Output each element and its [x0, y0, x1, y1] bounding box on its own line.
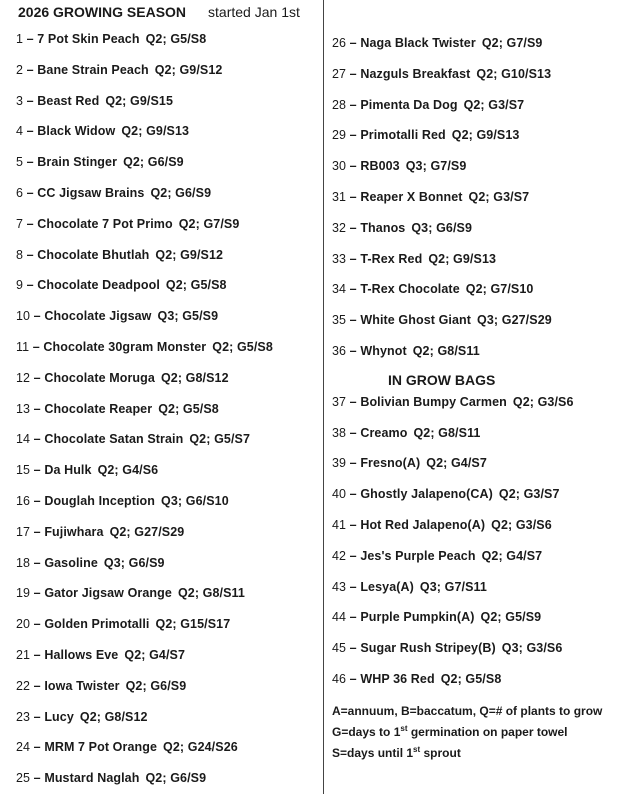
- dash-separator: –: [30, 709, 45, 724]
- pepper-name: Chocolate Bhutlah: [37, 247, 150, 262]
- pepper-name: 7 Pot Skin Peach: [37, 32, 140, 46]
- dash-separator: –: [29, 339, 44, 354]
- dash-separator: –: [23, 93, 38, 108]
- pepper-name: Sugar Rush Stripey(B): [360, 641, 496, 656]
- item-number: 35: [332, 313, 347, 328]
- pepper-name: White Ghost Giant: [360, 313, 472, 328]
- dash-separator: –: [346, 343, 361, 358]
- pepper-specs: Q2; G15/S17: [155, 617, 231, 632]
- pepper-name: Chocolate Reaper: [44, 401, 153, 416]
- pepper-specs: Q2; G5/S8: [440, 671, 502, 686]
- dash-separator: –: [23, 247, 38, 262]
- item-number: 10: [16, 309, 31, 324]
- item-number: 6: [16, 185, 24, 200]
- item-number: 43: [332, 579, 347, 594]
- list-item: [16, 738, 273, 769]
- pepper-specs: Q3; G7/S11: [419, 579, 487, 594]
- list-item: [332, 485, 602, 516]
- pepper-name: Fresno(A): [360, 456, 421, 471]
- list-item: [332, 424, 602, 455]
- pepper-specs: Q2; G5/S8: [165, 278, 227, 293]
- legend-line-2: [332, 720, 602, 741]
- item-number: 44: [332, 610, 347, 625]
- pepper-specs: Q2; G5/S8: [145, 32, 207, 46]
- title-text: 2026 GROWING SEASON: [18, 4, 187, 20]
- dash-separator: –: [30, 432, 45, 447]
- legend-line-2-sup: st: [400, 723, 408, 733]
- dash-separator: –: [346, 36, 361, 50]
- dash-separator: –: [346, 97, 361, 112]
- pepper-name: Da Hulk: [44, 463, 92, 478]
- pepper-specs: Q3; G6/S9: [103, 555, 165, 570]
- item-number: 24: [16, 740, 31, 755]
- item-number: 32: [332, 220, 347, 235]
- list-item: [332, 219, 602, 250]
- dash-separator: –: [23, 216, 38, 231]
- dash-separator: –: [30, 617, 45, 632]
- dash-separator: –: [346, 517, 361, 532]
- dash-separator: –: [346, 641, 361, 656]
- dash-separator: –: [346, 282, 361, 297]
- item-number: 37: [332, 394, 347, 409]
- pepper-name: Lesya(A): [360, 579, 414, 594]
- item-number: 34: [332, 282, 347, 297]
- list-item: [16, 584, 273, 615]
- pepper-specs: Q2; G9/S13: [428, 251, 497, 266]
- dash-separator: –: [23, 278, 38, 293]
- list-item: [16, 677, 273, 708]
- item-number: 11: [16, 339, 30, 354]
- item-number: 19: [16, 586, 31, 601]
- pepper-name: Reaper X Bonnet: [360, 189, 463, 204]
- pepper-name: RB003: [360, 159, 400, 174]
- pepper-name: Douglah Inception: [44, 493, 156, 508]
- list-item: [16, 646, 273, 677]
- dash-separator: –: [346, 610, 361, 625]
- item-number: 45: [332, 641, 347, 656]
- pepper-name: Pimenta Da Dog: [360, 97, 458, 112]
- list-item: [16, 769, 273, 800]
- legend-line-1: A=annuum, B=baccatum, Q=# of plants to grow: [332, 703, 603, 718]
- list-item: [16, 215, 273, 246]
- item-number: 4: [16, 124, 24, 139]
- pepper-specs: Q2; G3/S7: [468, 189, 530, 204]
- item-number: 23: [16, 709, 31, 724]
- column-divider: [323, 0, 324, 794]
- list-item: [16, 30, 273, 61]
- pepper-name: MRM 7 Pot Orange: [44, 740, 158, 755]
- dash-separator: –: [346, 579, 361, 594]
- pepper-name: Gator Jigsaw Orange: [44, 586, 172, 601]
- item-number: 38: [332, 425, 347, 440]
- legend-line-3-sup: st: [413, 744, 421, 754]
- dash-separator: –: [346, 220, 361, 235]
- dash-separator: –: [346, 456, 361, 471]
- pepper-name: Lucy: [44, 709, 74, 724]
- list-item: [332, 547, 602, 578]
- list-item: [16, 338, 273, 369]
- list-item: [16, 708, 273, 739]
- legend-line-3: [332, 741, 602, 762]
- list-item: [332, 516, 602, 547]
- dash-separator: –: [346, 128, 361, 143]
- pepper-name: Ghostly Jalapeno(CA): [360, 487, 493, 502]
- pepper-name: Chocolate Jigsaw: [44, 309, 152, 324]
- grow-bag-entries: [332, 393, 602, 701]
- list-item: [16, 122, 273, 153]
- list-item: [16, 153, 273, 184]
- pepper-name: Fujiwhara: [44, 524, 104, 539]
- item-number: 39: [332, 456, 347, 471]
- item-number: 14: [16, 432, 31, 447]
- pepper-specs: Q2; G9/S13: [451, 128, 520, 143]
- list-item: [16, 430, 273, 461]
- list-item: [16, 307, 273, 338]
- pepper-specs: Q2; G7/S9: [178, 216, 240, 231]
- item-number: 1: [16, 32, 24, 46]
- item-number: 17: [16, 524, 31, 539]
- item-number: 36: [332, 343, 347, 358]
- item-number: 31: [332, 189, 347, 204]
- list-item: [16, 369, 273, 400]
- item-number: 40: [332, 487, 347, 502]
- pepper-name: Mustard Naglah: [44, 771, 140, 786]
- pepper-name: Beast Red: [37, 93, 100, 108]
- pepper-name: Naga Black Twister: [360, 36, 476, 50]
- list-item: [332, 311, 602, 342]
- pepper-specs: Q2; G5/S8: [212, 339, 273, 354]
- dash-separator: –: [346, 394, 361, 409]
- item-number: 42: [332, 548, 347, 563]
- pepper-specs: Q2; G5/S7: [189, 432, 251, 447]
- list-item: [16, 615, 273, 646]
- pepper-name: Brain Stinger: [37, 155, 118, 170]
- item-number: 33: [332, 251, 347, 266]
- pepper-specs: Q2; G4/S7: [124, 647, 186, 662]
- start-date: started Jan 1st: [208, 4, 300, 20]
- list-item: [16, 400, 273, 431]
- item-number: 27: [332, 66, 347, 81]
- list-item: [332, 608, 602, 639]
- item-number: 22: [16, 678, 31, 693]
- dash-separator: –: [346, 548, 361, 563]
- item-number: 5: [16, 155, 24, 170]
- right-entries: [332, 34, 602, 373]
- pepper-name: Nazguls Breakfast: [360, 66, 471, 81]
- pepper-name: Iowa Twister: [44, 678, 120, 693]
- pepper-specs: Q2; G9/S12: [154, 62, 223, 77]
- list-item: [332, 157, 602, 188]
- pepper-name: CC Jigsaw Brains: [37, 185, 145, 200]
- list-item: [16, 184, 273, 215]
- dash-separator: –: [23, 185, 38, 200]
- list-item: [332, 578, 602, 609]
- left-column: [16, 30, 273, 800]
- list-item: [332, 393, 602, 424]
- pepper-specs: Q2; G6/S9: [145, 771, 207, 786]
- list-item: [332, 250, 602, 281]
- dash-separator: –: [346, 487, 361, 502]
- dash-separator: –: [30, 401, 45, 416]
- list-item: [16, 554, 273, 585]
- legend-line-3-pre: S=days until 1: [332, 745, 414, 760]
- pepper-name: Golden Primotalli: [44, 617, 150, 632]
- legend-line-3-post: sprout: [420, 745, 461, 760]
- pepper-specs: Q2; G27/S29: [109, 524, 185, 539]
- dash-separator: –: [346, 313, 361, 328]
- item-number: 30: [332, 159, 347, 174]
- item-number: 7: [16, 216, 24, 231]
- pepper-name: Hot Red Jalapeno(A): [360, 517, 486, 532]
- item-number: 16: [16, 493, 31, 508]
- pepper-specs: Q2; G5/S9: [480, 610, 542, 625]
- pepper-specs: Q2; G10/S13: [476, 66, 552, 81]
- dash-separator: –: [30, 370, 45, 385]
- dash-separator: –: [346, 671, 361, 686]
- dash-separator: –: [30, 647, 45, 662]
- pepper-specs: Q2; G8/S12: [79, 709, 148, 724]
- pepper-name: Chocolate 30gram Monster: [43, 339, 207, 354]
- dash-separator: –: [346, 189, 361, 204]
- pepper-specs: Q2; G9/S13: [121, 124, 190, 139]
- item-number: 3: [16, 93, 24, 108]
- dash-separator: –: [30, 524, 45, 539]
- pepper-name: Jes's Purple Peach: [360, 548, 476, 563]
- pepper-specs: Q3; G3/S6: [501, 641, 563, 656]
- item-number: 8: [16, 247, 24, 262]
- item-number: 46: [332, 671, 347, 686]
- legend-line-2-post: germination on paper towel: [407, 724, 568, 739]
- list-item: [16, 523, 273, 554]
- legend: [332, 703, 602, 762]
- pepper-specs: Q2; G4/S6: [97, 463, 159, 478]
- item-number: 9: [16, 278, 24, 293]
- list-item: [332, 280, 602, 311]
- dash-separator: –: [23, 155, 38, 170]
- pepper-specs: Q2; G3/S6: [512, 394, 574, 409]
- dash-separator: –: [346, 425, 361, 440]
- dash-separator: –: [30, 493, 45, 508]
- pepper-specs: Q2; G7/S10: [465, 282, 534, 297]
- item-number: 25: [16, 771, 31, 786]
- pepper-name: T-Rex Red: [360, 251, 423, 266]
- list-item: [332, 126, 602, 157]
- pepper-specs: Q2; G9/S12: [155, 247, 224, 262]
- item-number: 26: [332, 36, 347, 50]
- pepper-specs: Q3; G6/S10: [161, 493, 229, 508]
- item-number: 29: [332, 128, 347, 143]
- pepper-name: Whynot: [360, 343, 407, 358]
- dash-separator: –: [30, 555, 45, 570]
- dash-separator: –: [30, 586, 45, 601]
- pepper-name: Bane Strain Peach: [37, 62, 149, 77]
- pepper-specs: Q3; G6/S9: [411, 220, 473, 235]
- pepper-name: WHP 36 Red: [360, 671, 435, 686]
- pepper-specs: Q2; G9/S15: [105, 93, 174, 108]
- dash-separator: –: [23, 32, 38, 46]
- pepper-specs: Q2; G4/S7: [426, 456, 487, 471]
- dash-separator: –: [30, 678, 45, 693]
- dash-separator: –: [30, 771, 45, 786]
- pepper-name: Chocolate Moruga: [44, 370, 155, 385]
- list-item: [332, 34, 602, 65]
- pepper-name: Chocolate Deadpool: [37, 278, 160, 293]
- list-item: [16, 246, 273, 277]
- item-number: 12: [16, 370, 31, 385]
- pepper-specs: Q2; G24/S26: [163, 740, 238, 755]
- pepper-name: Chocolate Satan Strain: [44, 432, 184, 447]
- page-title: [18, 4, 300, 20]
- pepper-name: Thanos: [360, 220, 406, 235]
- pepper-specs: Q2; G3/S6: [491, 517, 552, 532]
- pepper-name: Creamo: [360, 425, 408, 440]
- pepper-specs: Q2; G7/S9: [481, 36, 543, 50]
- pepper-specs: Q2; G4/S7: [481, 548, 543, 563]
- list-item: [16, 276, 273, 307]
- dash-separator: –: [346, 251, 361, 266]
- pepper-name: Purple Pumpkin(A): [360, 610, 475, 625]
- pepper-specs: Q2; G6/S9: [125, 678, 187, 693]
- pepper-specs: Q2; G6/S9: [150, 185, 212, 200]
- pepper-specs: Q2; G8/S11: [412, 343, 480, 358]
- list-item: [332, 670, 602, 701]
- list-item: [332, 639, 602, 670]
- item-number: 21: [16, 647, 31, 662]
- pepper-specs: Q2; G5/S8: [158, 401, 219, 416]
- pepper-specs: Q3; G5/S9: [157, 309, 219, 324]
- pepper-specs: Q2; G8/S11: [177, 586, 245, 601]
- dash-separator: –: [346, 66, 361, 81]
- pepper-specs: Q2; G3/S7: [498, 487, 560, 502]
- legend-line-2-pre: G=days to 1: [332, 724, 401, 739]
- list-item: [332, 188, 602, 219]
- item-number: 13: [16, 401, 31, 416]
- item-number: 15: [16, 463, 31, 478]
- list-item: [16, 92, 273, 123]
- pepper-name: Black Widow: [37, 124, 116, 139]
- pepper-name: Hallows Eve: [44, 647, 119, 662]
- list-item: [332, 65, 602, 96]
- item-number: 20: [16, 617, 31, 632]
- list-item: [16, 461, 273, 492]
- list-item: [16, 61, 273, 92]
- pepper-specs: Q3; G7/S9: [405, 159, 467, 174]
- dash-separator: –: [346, 159, 361, 174]
- list-item: [332, 454, 602, 485]
- pepper-specs: Q2; G6/S9: [123, 155, 184, 170]
- right-column: [332, 34, 602, 762]
- list-item: [16, 492, 273, 523]
- pepper-name: Gasoline: [44, 555, 98, 570]
- item-number: 41: [332, 517, 347, 532]
- pepper-specs: Q2; G8/S12: [160, 370, 229, 385]
- pepper-name: Chocolate 7 Pot Primo: [37, 216, 173, 231]
- item-number: 2: [16, 62, 24, 77]
- dash-separator: –: [30, 740, 45, 755]
- dash-separator: –: [23, 124, 38, 139]
- pepper-specs: Q2; G3/S7: [463, 97, 525, 112]
- dash-separator: –: [30, 309, 45, 324]
- pepper-specs: Q2; G8/S11: [413, 425, 481, 440]
- item-number: 28: [332, 97, 347, 112]
- dash-separator: –: [30, 463, 45, 478]
- dash-separator: –: [23, 62, 38, 77]
- pepper-name: Primotalli Red: [360, 128, 446, 143]
- pepper-specs: Q3; G27/S29: [477, 313, 552, 328]
- pepper-name: Bolivian Bumpy Carmen: [360, 394, 507, 409]
- pepper-name: T-Rex Chocolate: [360, 282, 460, 297]
- grow-bags-heading: IN GROW BAGS: [388, 371, 496, 388]
- item-number: 18: [16, 555, 31, 570]
- list-item: [332, 96, 602, 127]
